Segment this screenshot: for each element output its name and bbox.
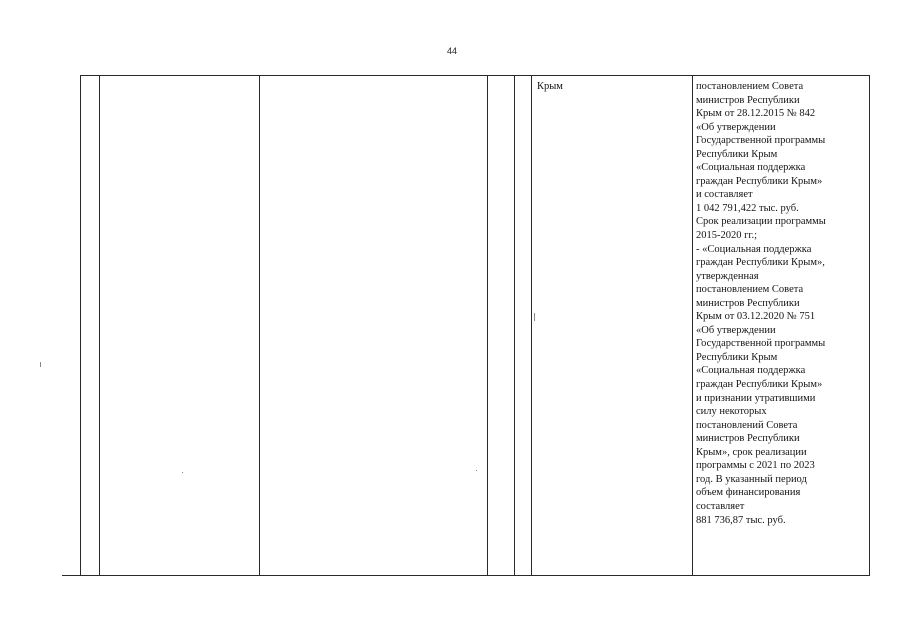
description-line: 2015-2020 гг.; — [696, 230, 758, 242]
description-line: Срок реализации программы — [696, 216, 826, 228]
description-line: министров Республики — [696, 94, 800, 106]
description-line: программы с 2021 по 2023 — [696, 460, 815, 472]
description-line: граждан Республики Крым», — [696, 257, 825, 269]
description-line: Крым от 03.12.2020 № 751 — [696, 311, 816, 323]
description-line: министров Республики — [696, 297, 800, 309]
description-line: составляет — [696, 500, 745, 512]
table-top-border — [80, 75, 870, 76]
description-line: объем финансирования — [696, 487, 801, 499]
description-line: «Социальная поддержка — [696, 365, 806, 377]
description-line: постановлением Совета — [696, 81, 804, 92]
program-description-cell — [696, 80, 868, 527]
column-border-4 — [487, 75, 488, 576]
description-line: Республики Крым — [696, 351, 778, 363]
description-line: 1 042 791,422 тыс. руб. — [696, 202, 799, 214]
description-line: постановлений Совета — [696, 419, 798, 431]
description-line: и признании утратившими — [696, 392, 816, 404]
description-line: Государственной программы — [696, 338, 826, 350]
description-line: министров Республики — [696, 433, 800, 445]
description-line: силу некоторых — [696, 406, 767, 418]
column-border-5 — [514, 75, 515, 576]
description-line: «Об утверждении — [696, 324, 776, 336]
description-line: 881 736,87 тыс. руб. — [696, 514, 786, 526]
table-bottom-border — [62, 575, 870, 576]
description-line: граждан Республики Крым» — [696, 175, 823, 187]
description-line: «Социальная поддержка — [696, 162, 806, 174]
description-line: «Об утверждении — [696, 121, 776, 133]
description-line: постановлением Совета — [696, 284, 804, 296]
description-line: - «Социальная поддержка — [696, 243, 812, 255]
page-number: 44 — [446, 46, 457, 56]
column-border-1 — [80, 75, 81, 576]
description-line: Крым от 28.12.2015 № 842 — [696, 108, 816, 120]
description-line: утвержденная — [696, 270, 759, 282]
description-line: год. В указанный период — [696, 473, 807, 485]
column-border-2 — [99, 75, 100, 576]
column-border-7 — [692, 75, 693, 576]
column-border-6 — [531, 75, 532, 576]
scan-speck — [476, 470, 477, 471]
description-line: и составляет — [696, 189, 753, 201]
column-border-8 — [869, 75, 870, 576]
region-cell: Крым — [537, 81, 563, 92]
description-line: граждан Республики Крым» — [696, 379, 823, 391]
description-line: Республики Крым — [696, 148, 778, 160]
scan-speck — [534, 313, 535, 321]
description-line: Крым», срок реализации — [696, 446, 807, 458]
scan-speck — [40, 362, 41, 367]
scan-speck — [182, 472, 183, 473]
column-border-3 — [259, 75, 260, 576]
description-line: Государственной программы — [696, 135, 826, 147]
